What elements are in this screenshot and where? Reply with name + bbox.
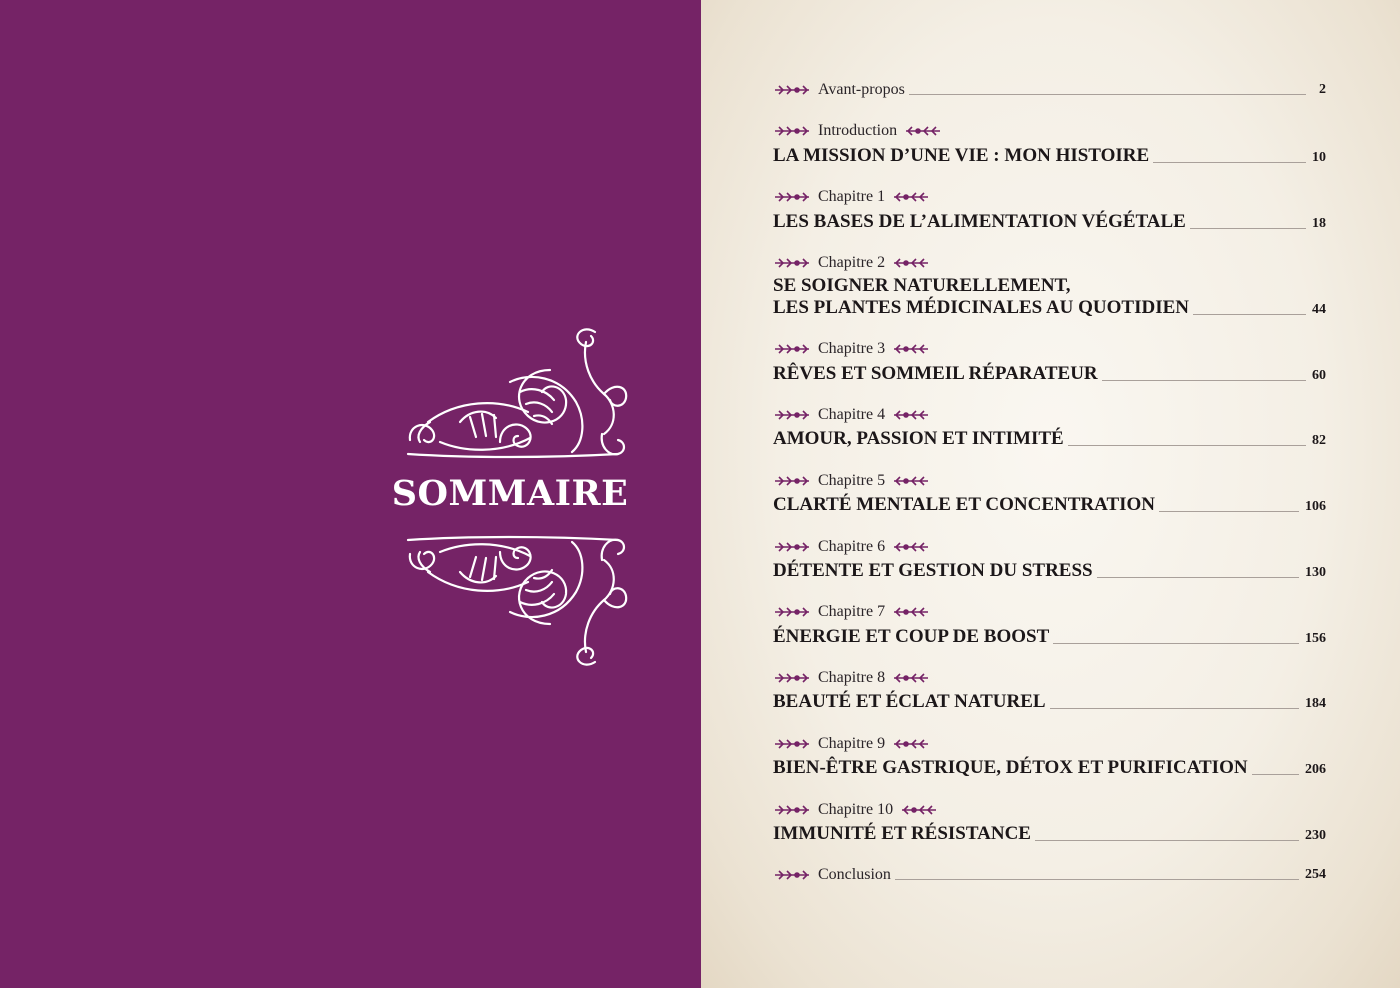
arrow-flourish-icon — [773, 190, 811, 204]
dot-leader — [1035, 840, 1299, 841]
toc-entry-chapter-9[interactable] — [773, 757, 1326, 779]
toc-eyebrow-label: Chapitre 5 — [818, 472, 886, 489]
toc-eyebrow-label: Chapitre 2 — [818, 254, 886, 271]
toc-eyebrow-chapter-6 — [773, 537, 930, 557]
arrow-flourish-icon — [773, 408, 811, 422]
toc-eyebrow-label: Chapitre 8 — [818, 669, 886, 686]
toc-entry-chapter-8[interactable] — [773, 691, 1326, 713]
arrow-flourish-icon — [773, 83, 811, 97]
arrow-flourish-icon — [773, 256, 811, 270]
toc-entry-chapter-3[interactable] — [773, 363, 1326, 385]
toc-eyebrow-introduction — [773, 121, 942, 141]
arrow-flourish-icon — [773, 474, 811, 488]
page-title: SOMMAIRE — [391, 473, 629, 514]
dot-leader — [1068, 445, 1306, 446]
toc-eyebrow-chapter-10 — [773, 800, 938, 820]
page-number: 106 — [1305, 499, 1326, 514]
dot-leader — [1097, 577, 1299, 578]
toc-heading: IMMUNITÉ ET RÉSISTANCE — [773, 823, 1031, 844]
toc-eyebrow-chapter-9 — [773, 734, 930, 754]
page-number: 230 — [1305, 828, 1326, 843]
toc-eyebrow-chapter-8 — [773, 668, 930, 688]
dot-leader — [1053, 643, 1299, 644]
arrow-flourish-icon — [773, 868, 811, 882]
dot-leader — [909, 94, 1306, 95]
toc-eyebrow-label: Chapitre 10 — [818, 801, 894, 818]
arrow-flourish-icon — [773, 803, 811, 817]
arrow-flourish-icon — [773, 737, 811, 751]
toc-heading: DÉTENTE ET GESTION DU STRESS — [773, 560, 1093, 581]
toc-heading: CLARTÉ MENTALE ET CONCENTRATION — [773, 494, 1156, 515]
page-number: 44 — [1312, 302, 1326, 317]
toc-eyebrow-label: Chapitre 4 — [818, 406, 886, 423]
toc-heading: AMOUR, PASSION ET INTIMITÉ — [773, 428, 1064, 449]
arrow-flourish-icon — [892, 671, 930, 685]
toc-entry-chapter-2[interactable] — [773, 275, 1326, 319]
arrow-flourish-icon — [773, 342, 811, 356]
arrow-flourish-icon — [900, 803, 938, 817]
toc-entry-chapter-1[interactable] — [773, 211, 1326, 233]
toc-heading: SE SOIGNER NATURELLEMENT, LES PLANTES MÉDICINALES AU QUOTIDIEN — [773, 275, 1189, 318]
toc-eyebrow-label: Chapitre 1 — [818, 188, 886, 205]
page-number: 156 — [1305, 631, 1326, 646]
toc-label: Avant-propos — [818, 81, 905, 98]
table-of-contents — [773, 0, 1326, 988]
toc-eyebrow-chapter-2 — [773, 253, 930, 273]
toc-entry-chapter-5[interactable] — [773, 494, 1326, 516]
toc-heading: BIEN-ÊTRE GASTRIQUE, DÉTOX ET PURIFICATION — [773, 757, 1248, 778]
dot-leader — [1102, 380, 1306, 381]
toc-eyebrow-label: Chapitre 9 — [818, 735, 886, 752]
toc-eyebrow-chapter-5 — [773, 471, 930, 491]
toc-eyebrow-label: Introduction — [818, 122, 898, 139]
arrow-flourish-icon — [892, 474, 930, 488]
toc-label: Conclusion — [818, 866, 891, 883]
arrow-flourish-icon — [892, 342, 930, 356]
dot-leader — [1153, 162, 1306, 163]
page-number: 60 — [1312, 368, 1326, 383]
toc-entry-chapter-7[interactable] — [773, 626, 1326, 648]
arrow-flourish-icon — [773, 671, 811, 685]
page-number: 130 — [1305, 565, 1326, 580]
dot-leader — [1159, 511, 1299, 512]
arrow-flourish-icon — [892, 256, 930, 270]
page-number: 184 — [1305, 696, 1326, 711]
toc-eyebrow-chapter-1 — [773, 187, 930, 207]
page-number: 82 — [1312, 433, 1326, 448]
dot-leader — [895, 879, 1299, 880]
page-number: 206 — [1305, 762, 1326, 777]
arrow-flourish-icon — [773, 605, 811, 619]
dot-leader — [1252, 774, 1299, 775]
arrow-flourish-icon — [773, 124, 811, 138]
toc-eyebrow-label: Chapitre 3 — [818, 340, 886, 357]
toc-entry-avant-propos[interactable] — [773, 80, 1326, 100]
toc-heading: ÉNERGIE ET COUP DE BOOST — [773, 626, 1050, 647]
toc-entry-chapter-6[interactable] — [773, 560, 1326, 582]
page-number: 18 — [1312, 216, 1326, 231]
arrow-flourish-icon — [892, 605, 930, 619]
dot-leader — [1193, 314, 1306, 315]
toc-eyebrow-chapter-4 — [773, 405, 930, 425]
toc-heading: BEAUTÉ ET ÉCLAT NATUREL — [773, 691, 1046, 712]
page-number: 10 — [1312, 150, 1326, 165]
arrow-flourish-icon — [892, 737, 930, 751]
baroque-scroll-ornament-icon — [400, 322, 640, 472]
arrow-flourish-icon — [904, 124, 942, 138]
toc-eyebrow-chapter-3 — [773, 339, 930, 359]
page-number: 2 — [1319, 82, 1326, 97]
toc-entry-chapter-4[interactable] — [773, 428, 1326, 450]
toc-heading: LES BASES DE L’ALIMENTATION VÉGÉTALE — [773, 211, 1186, 232]
arrow-flourish-icon — [773, 540, 811, 554]
toc-eyebrow-chapter-7 — [773, 602, 930, 622]
toc-eyebrow-label: Chapitre 6 — [818, 538, 886, 555]
arrow-flourish-icon — [892, 190, 930, 204]
page-number: 254 — [1305, 867, 1326, 882]
dot-leader — [1050, 708, 1299, 709]
toc-entry-conclusion[interactable] — [773, 865, 1326, 885]
arrow-flourish-icon — [892, 540, 930, 554]
toc-eyebrow-label: Chapitre 7 — [818, 603, 886, 620]
toc-entry-introduction[interactable] — [773, 145, 1326, 167]
baroque-scroll-ornament-icon — [400, 522, 640, 672]
dot-leader — [1190, 228, 1306, 229]
toc-entry-chapter-10[interactable] — [773, 823, 1326, 845]
toc-heading: LA MISSION D’UNE VIE : MON HISTOIRE — [773, 145, 1150, 166]
toc-heading: RÊVES ET SOMMEIL RÉPARATEUR — [773, 363, 1098, 384]
arrow-flourish-icon — [892, 408, 930, 422]
